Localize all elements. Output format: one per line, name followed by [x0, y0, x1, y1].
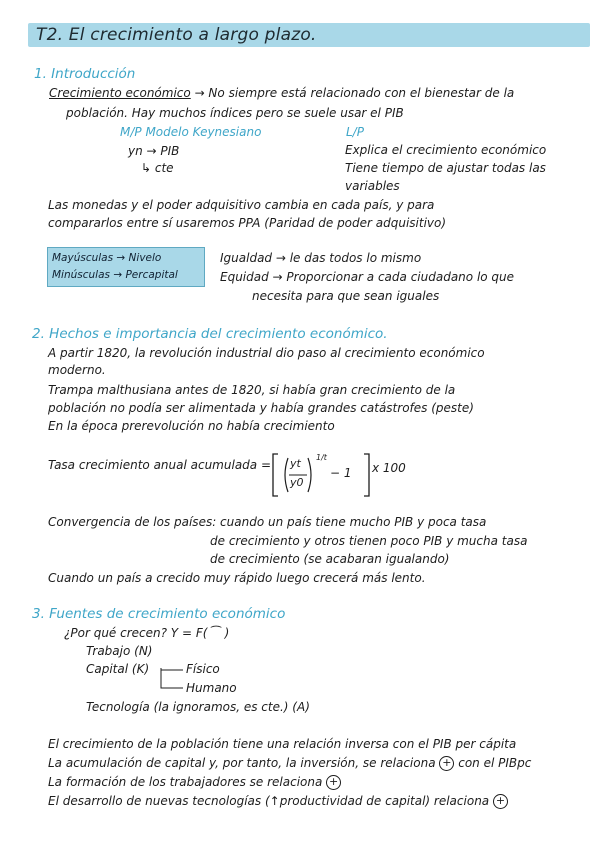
s2-line-1: A partir 1820, la revolución industrial dio paso al crecimiento económico	[48, 346, 485, 360]
lp-item-2: Tiene tiempo de ajustar todas las	[345, 161, 546, 175]
factor-trabajo: Trabajo (N)	[86, 644, 153, 658]
s1-line-2: población. Hay muchos índices pero se suele usar el PIB	[66, 106, 404, 120]
formula-times-100: x 100	[372, 461, 406, 475]
mp-heading: M/P Modelo Keynesiano	[120, 125, 262, 139]
s2-line-5: En la época prerevolución no había crecimiento	[48, 419, 335, 433]
mayus-minus-box	[47, 247, 205, 287]
section-1-heading: 1. Introducción	[34, 66, 136, 82]
lp-item-1: Explica el crecimiento económico	[345, 143, 547, 157]
formula-numerator: yt	[290, 457, 301, 470]
relation-line-2: La acumulación de capital y, por tanto, la inversión, se relaciona + con el PIBpc	[48, 756, 532, 770]
plus-circle-icon: +	[439, 756, 454, 771]
term-crecimiento-economico: Crecimiento económico	[49, 86, 191, 100]
ppa-line-2: compararlos entre sí usaremos PPA (Paridad de poder adquisitivo)	[48, 216, 447, 230]
s2-line-2: moderno.	[48, 363, 106, 377]
s1-line-1-rest: → No siempre está relacionado con el bienestar de la	[194, 86, 515, 100]
mp-item-2: ↳ cte	[141, 161, 174, 175]
convergencia-line-1: Convergencia de los países: cuando un país tiene mucho PIB y poca tasa	[48, 515, 487, 529]
plus-circle-icon: +	[326, 775, 341, 790]
s1-line-1	[49, 86, 514, 100]
convergencia-line-2: de crecimiento y otros tienen poco PIB y mucha tasa	[210, 534, 528, 548]
section-2-heading: 2. Hechos e importancia del crecimiento económico.	[32, 326, 388, 342]
convergencia-line-4: Cuando un país a crecido muy rápido luego crecerá más lento.	[48, 571, 426, 585]
lp-heading: L/P	[346, 125, 364, 139]
capital-branch-lines	[159, 666, 189, 694]
box-line-2: Minúsculas → Percapital	[52, 269, 178, 281]
s2-line-4: población no podía ser alimentada y había grandes catástrofes (peste)	[48, 401, 474, 415]
formula-label: Tasa crecimiento anual acumulada =	[48, 458, 272, 472]
relation-line-3: La formación de los trabajadores se relaciona +	[48, 775, 341, 790]
mp-item-1: yn → PIB	[128, 144, 180, 158]
convergencia-line-3: de crecimiento (se acabaran igualando)	[210, 552, 450, 566]
lp-item-3: variables	[345, 179, 400, 193]
formula-denominator: y0	[290, 476, 304, 489]
s2-line-3: Trampa malthusiana antes de 1820, si había gran crecimiento de la	[48, 383, 456, 397]
section-3-heading: 3. Fuentes de crecimiento económico	[32, 606, 286, 622]
formula-exponent: 1/t	[316, 453, 327, 462]
equidad-line-2: necesita para que sean iguales	[252, 289, 440, 303]
formula-minus-one: − 1	[330, 466, 352, 480]
ppa-line-1: Las monedas y el poder adquisitivo cambia en cada país, y para	[48, 198, 435, 212]
page-title: T2. El crecimiento a largo plazo.	[36, 25, 317, 45]
factor-tecnologia: Tecnología (la ignoramos, es cte.) (A)	[86, 700, 310, 714]
capital-humano: Humano	[186, 681, 237, 695]
igualdad-line: Igualdad → le das todos lo mismo	[220, 251, 422, 265]
relation-line-1: El crecimiento de la población tiene una relación inversa con el PIB per cápita	[48, 737, 517, 751]
s3-question: ¿Por qué crecen? Y = F( ⁀ )	[64, 626, 230, 640]
relation-line-4: El desarrollo de nuevas tecnologías (↑productividad de capital) relaciona +	[48, 794, 508, 809]
capital-fisico: Físico	[186, 662, 220, 676]
factor-capital: Capital (K)	[86, 662, 150, 676]
box-line-1: Mayúsculas → Nivelo	[52, 252, 162, 264]
equidad-line-1: Equidad → Proporcionar a cada ciudadano lo que	[220, 270, 515, 284]
formula-brackets	[46, 450, 406, 500]
plus-circle-icon: +	[493, 794, 508, 809]
